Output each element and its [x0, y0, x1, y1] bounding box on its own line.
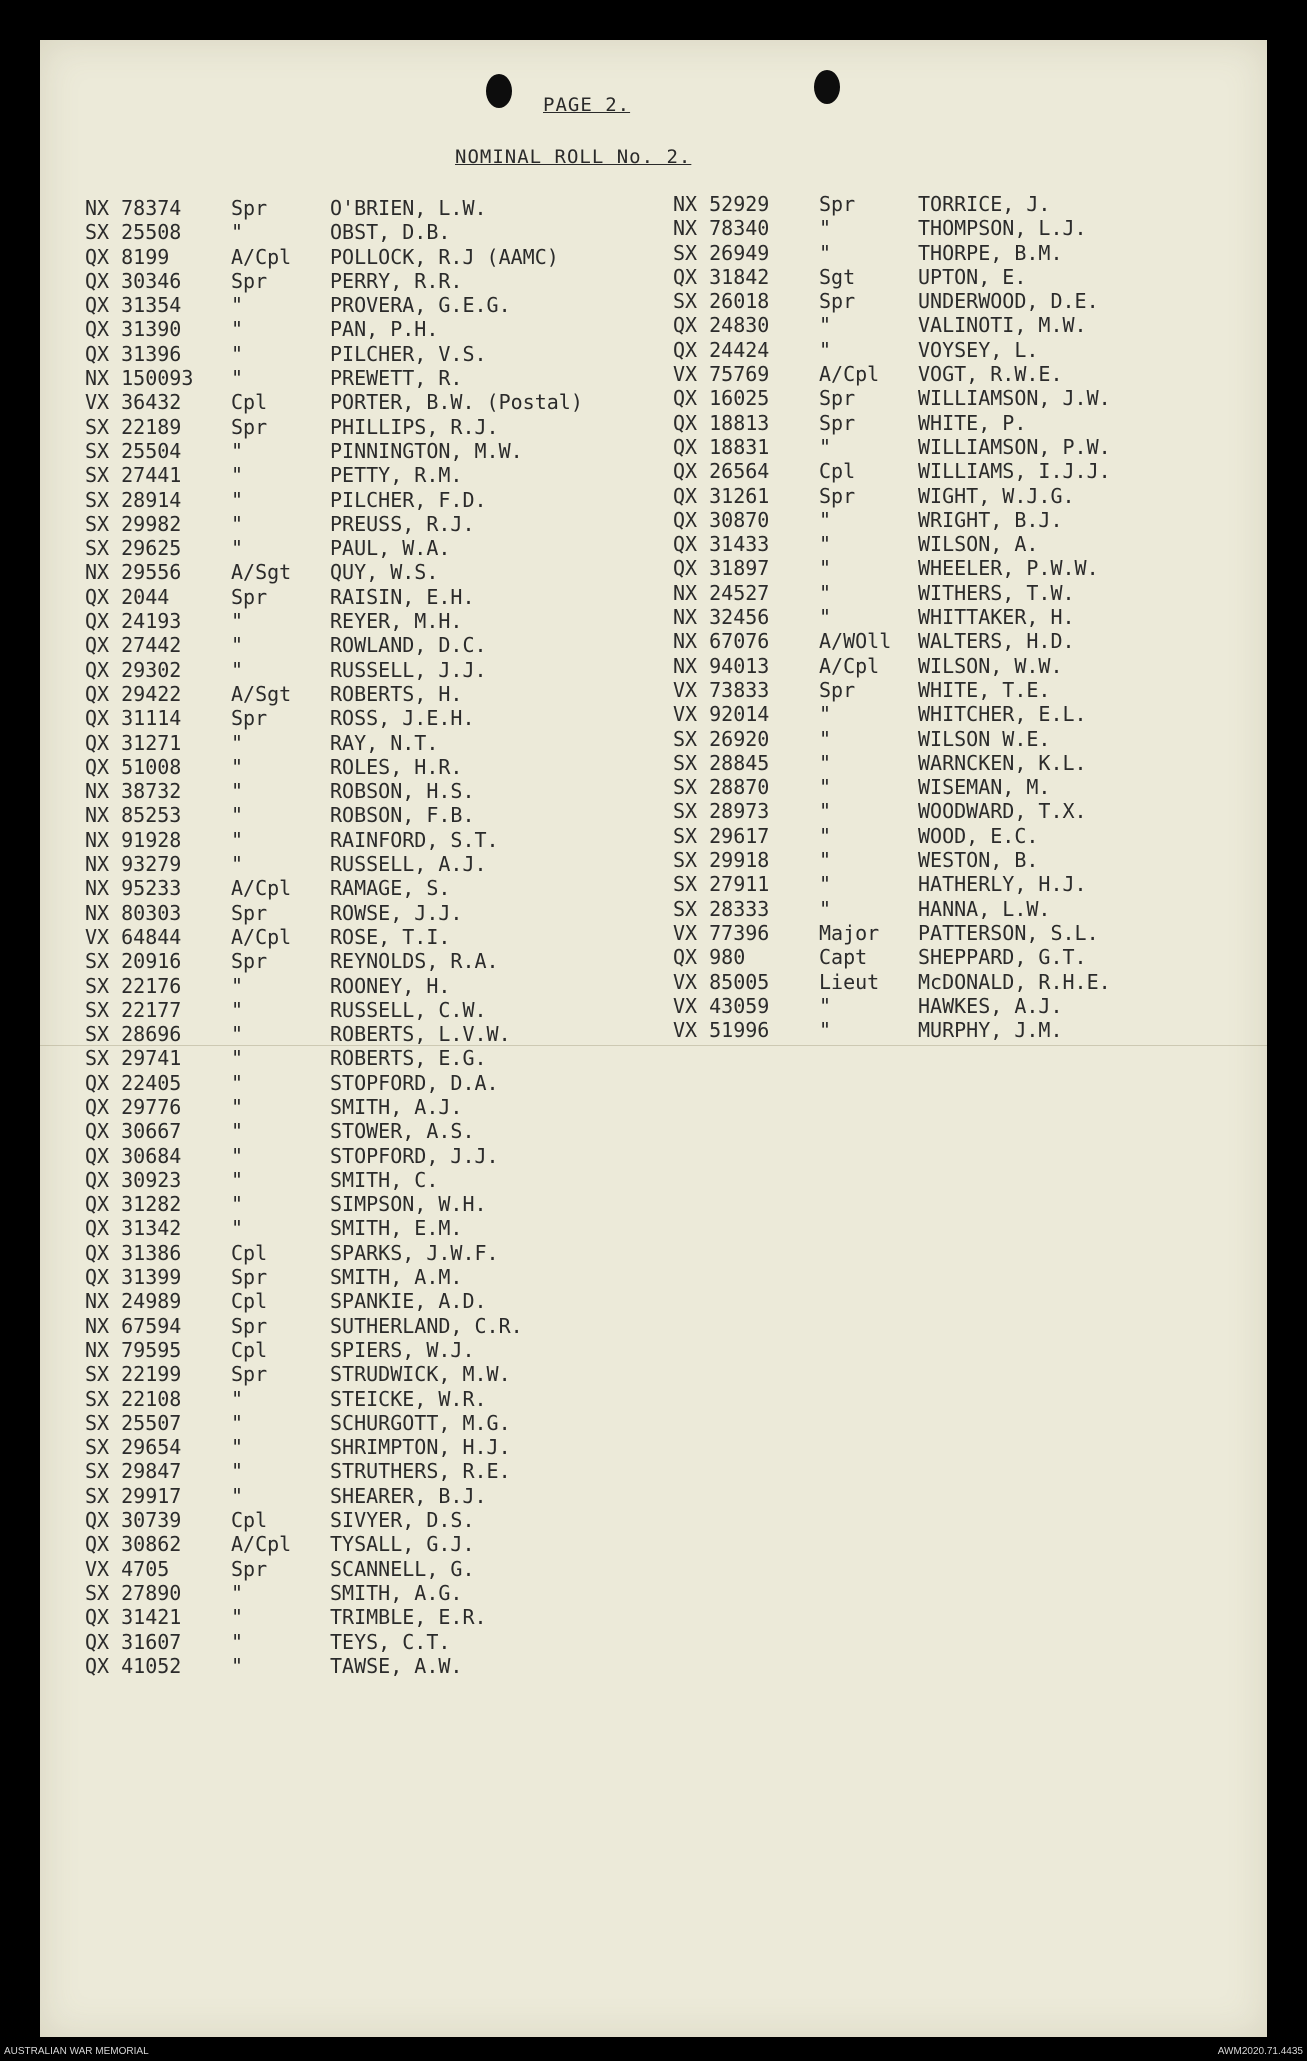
service-number: NX 150093: [85, 366, 194, 391]
rank: Spr: [231, 196, 268, 220]
rank: ": [231, 609, 244, 634]
service-number: QX 30870: [673, 507, 770, 532]
rank: ": [231, 827, 244, 852]
service-number: NX 79595: [85, 1337, 182, 1362]
service-number: QX 24193: [85, 609, 182, 634]
soldier-name: WILSON, A.: [918, 532, 1039, 557]
soldier-name: HAWKES, A.J.: [918, 993, 1063, 1018]
rank: Spr: [819, 386, 856, 411]
rank: Major: [819, 920, 880, 945]
service-number: NX 52929: [673, 192, 770, 216]
rank: ": [231, 1216, 244, 1241]
service-number: VX 85005: [673, 969, 770, 994]
soldier-name: ROSS, J.E.H.: [330, 706, 475, 731]
rank: Cpl: [231, 1289, 268, 1314]
rank: ": [231, 730, 244, 755]
service-number: SX 29847: [85, 1459, 182, 1484]
soldier-name: RAMAGE, S.: [330, 876, 451, 901]
soldier-name: HANNA, L.W.: [918, 896, 1051, 921]
soldier-name: WHITTAKER, H.: [918, 605, 1075, 630]
service-number: SX 28870: [673, 775, 770, 800]
soldier-name: WHITCHER, E.L.: [918, 702, 1087, 727]
soldier-name: POLLOCK, R.J (AAMC): [330, 244, 559, 269]
rank: Spr: [819, 192, 856, 216]
soldier-name: UPTON, E.: [918, 264, 1027, 289]
service-number: VX 51996: [673, 1018, 770, 1043]
service-number: SX 28696: [85, 1022, 182, 1047]
service-number: QX 31842: [673, 264, 770, 289]
service-number: QX 51008: [85, 754, 182, 779]
soldier-name: VOGT, R.W.E.: [918, 362, 1063, 387]
soldier-name: TAWSE, A.W.: [330, 1653, 463, 1678]
soldier-name: OBST, D.B.: [330, 220, 451, 245]
soldier-name: PINNINGTON, M.W.: [330, 438, 523, 463]
soldier-name: PORTER, B.W. (Postal): [330, 390, 583, 415]
soldier-name: SMITH, A.M.: [330, 1265, 463, 1290]
soldier-name: SPIERS, W.J.: [330, 1337, 475, 1362]
soldier-name: O'BRIEN, L.W.: [330, 196, 487, 220]
document-page: [40, 40, 1267, 2037]
rank: ": [231, 1629, 244, 1654]
rank: Spr: [231, 268, 268, 293]
soldier-name: ROWSE, J.J.: [330, 900, 463, 925]
soldier-name: WILLIAMSON, J.W.: [918, 386, 1111, 411]
punch-hole-left: [486, 74, 512, 108]
footer-credit-right: AWM2020.71.4435: [1217, 2046, 1303, 2057]
rank: ": [231, 511, 244, 536]
soldier-name: WALTERS, H.D.: [918, 629, 1075, 654]
rank: Spr: [231, 1362, 268, 1387]
service-number: QX 24830: [673, 313, 770, 338]
rank: ": [819, 702, 832, 727]
rank: Sgt: [819, 264, 856, 289]
rank: ": [231, 633, 244, 658]
soldier-name: WHITE, P.: [918, 410, 1027, 435]
service-number: QX 8199: [85, 244, 170, 269]
soldier-name: STRUDWICK, M.W.: [330, 1362, 511, 1387]
fold-line: [40, 1045, 1267, 1046]
soldier-name: SIVYER, D.S.: [330, 1508, 475, 1533]
soldier-name: SMITH, E.M.: [330, 1216, 463, 1241]
soldier-name: WRIGHT, B.J.: [918, 507, 1063, 532]
rank: Cpl: [231, 1240, 268, 1265]
rank: ": [819, 216, 832, 241]
rank: ": [819, 556, 832, 581]
soldier-name: UNDERWOOD, D.E.: [918, 289, 1099, 314]
rank: ": [819, 240, 832, 265]
rank: ": [231, 1410, 244, 1435]
rank: A/Sgt: [231, 560, 292, 585]
soldier-name: VOYSEY, L.: [918, 337, 1039, 362]
rank: Cpl: [231, 390, 268, 415]
service-number: SX 28845: [673, 750, 770, 775]
rank: Lieut: [819, 969, 880, 994]
rank: ": [231, 1605, 244, 1630]
service-number: NX 38732: [85, 779, 182, 804]
rank: ": [231, 1119, 244, 1144]
rank: Spr: [819, 289, 856, 314]
service-number: SX 28973: [673, 799, 770, 824]
service-number: QX 31271: [85, 730, 182, 755]
soldier-name: STOPFORD, J.J.: [330, 1143, 499, 1168]
service-number: SX 28914: [85, 487, 182, 512]
service-number: SX 22108: [85, 1386, 182, 1411]
soldier-name: SIMPSON, W.H.: [330, 1192, 487, 1217]
service-number: QX 31433: [673, 532, 770, 557]
rank: Spr: [231, 706, 268, 731]
service-number: SX 26949: [673, 240, 770, 265]
page-label: PAGE 2.: [543, 94, 631, 116]
rank: ": [231, 657, 244, 682]
rank: A/Sgt: [231, 681, 292, 706]
footer-credit-left: AUSTRALIAN WAR MEMORIAL: [4, 2046, 149, 2057]
rank: ": [231, 779, 244, 804]
rank: ": [231, 1483, 244, 1508]
soldier-name: PREWETT, R.: [330, 366, 463, 391]
soldier-name: STOPFORD, D.A.: [330, 1070, 499, 1095]
rank: ": [231, 463, 244, 488]
soldier-name: STOWER, A.S.: [330, 1119, 475, 1144]
rank: ": [231, 1192, 244, 1217]
service-number: QX 2044: [85, 584, 170, 609]
soldier-name: PHILLIPS, R.J.: [330, 414, 499, 439]
rank: ": [819, 993, 832, 1018]
rank: ": [231, 754, 244, 779]
rank: ": [231, 1653, 244, 1678]
soldier-name: SUTHERLAND, C.R.: [330, 1313, 523, 1338]
service-number: SX 25507: [85, 1410, 182, 1435]
service-number: SX 29741: [85, 1046, 182, 1071]
service-number: SX 25504: [85, 438, 182, 463]
rank: ": [231, 1094, 244, 1119]
service-number: SX 26018: [673, 289, 770, 314]
soldier-name: ROONEY, H.: [330, 973, 451, 998]
service-number: QX 29302: [85, 657, 182, 682]
rank: ": [819, 580, 832, 605]
service-number: VX 73833: [673, 677, 770, 702]
service-number: QX 29776: [85, 1094, 182, 1119]
rank: ": [231, 1580, 244, 1605]
soldier-name: WITHERS, T.W.: [918, 580, 1075, 605]
soldier-name: WILSON, W.W.: [918, 653, 1063, 678]
soldier-name: RAINFORD, S.T.: [330, 827, 499, 852]
soldier-name: WOOD, E.C.: [918, 823, 1039, 848]
soldier-name: SMITH, C.: [330, 1167, 439, 1192]
rank: ": [819, 872, 832, 897]
service-number: QX 18813: [673, 410, 770, 435]
rank: ": [231, 1070, 244, 1095]
service-number: VX 92014: [673, 702, 770, 727]
rank: ": [231, 973, 244, 998]
soldier-name: PAUL, W.A.: [330, 536, 451, 561]
rank: A/Cpl: [231, 924, 292, 949]
soldier-name: PILCHER, V.S.: [330, 341, 487, 366]
rank: ": [819, 313, 832, 338]
rank: ": [231, 1459, 244, 1484]
soldier-name: RUSSELL, J.J.: [330, 657, 487, 682]
service-number: SX 27441: [85, 463, 182, 488]
service-number: VX 77396: [673, 920, 770, 945]
service-number: SX 29654: [85, 1435, 182, 1460]
service-number: QX 30862: [85, 1532, 182, 1557]
rank: ": [231, 317, 244, 342]
rank: Cpl: [231, 1508, 268, 1533]
service-number: NX 80303: [85, 900, 182, 925]
soldier-name: WESTON, B.: [918, 848, 1039, 873]
service-number: NX 91928: [85, 827, 182, 852]
soldier-name: SCANNELL, G.: [330, 1556, 475, 1581]
service-number: SX 22189: [85, 414, 182, 439]
service-number: VX 4705: [85, 1556, 170, 1581]
service-number: NX 93279: [85, 852, 182, 877]
rank: Spr: [231, 900, 268, 925]
service-number: SX 27911: [673, 872, 770, 897]
rank: ": [819, 896, 832, 921]
service-number: SX 28333: [673, 896, 770, 921]
soldier-name: TORRICE, J.: [918, 192, 1051, 216]
rank: Spr: [231, 1265, 268, 1290]
soldier-name: RUSSELL, A.J.: [330, 852, 487, 877]
service-number: QX 31897: [673, 556, 770, 581]
service-number: SX 27890: [85, 1580, 182, 1605]
service-number: QX 41052: [85, 1653, 182, 1678]
service-number: QX 30684: [85, 1143, 182, 1168]
rank: Capt: [819, 945, 868, 970]
rank: ": [231, 1046, 244, 1071]
rank: A/Cpl: [819, 653, 880, 678]
service-number: SX 22176: [85, 973, 182, 998]
service-number: QX 22405: [85, 1070, 182, 1095]
rank: ": [819, 337, 832, 362]
soldier-name: SHRIMPTON, H.J.: [330, 1435, 511, 1460]
service-number: QX 980: [673, 945, 746, 970]
service-number: NX 95233: [85, 876, 182, 901]
soldier-name: RAY, N.T.: [330, 730, 439, 755]
rank: ": [231, 1022, 244, 1047]
service-number: QX 31396: [85, 341, 182, 366]
service-number: NX 29556: [85, 560, 182, 585]
rank: ": [231, 536, 244, 561]
soldier-name: PETTY, R.M.: [330, 463, 463, 488]
rank: A/WOll: [819, 629, 892, 654]
service-number: QX 31399: [85, 1265, 182, 1290]
service-number: QX 31421: [85, 1605, 182, 1630]
rank: ": [819, 775, 832, 800]
soldier-name: PILCHER, F.D.: [330, 487, 487, 512]
service-number: NX 94013: [673, 653, 770, 678]
service-number: QX 16025: [673, 386, 770, 411]
rank: ": [819, 799, 832, 824]
service-number: VX 36432: [85, 390, 182, 415]
service-number: NX 78374: [85, 196, 182, 220]
punch-hole-right: [814, 70, 840, 104]
rank: ": [819, 750, 832, 775]
rank: ": [819, 507, 832, 532]
service-number: VX 43059: [673, 993, 770, 1018]
rank: ": [819, 848, 832, 873]
service-number: QX 31261: [673, 483, 770, 508]
soldier-name: WHEELER, P.W.W.: [918, 556, 1099, 581]
soldier-name: ROLES, H.R.: [330, 754, 463, 779]
soldier-name: PERRY, R.R.: [330, 268, 463, 293]
soldier-name: ROWLAND, D.C.: [330, 633, 487, 658]
soldier-name: STRUTHERS, R.E.: [330, 1459, 511, 1484]
rank: A/Cpl: [819, 362, 880, 387]
soldier-name: SHEARER, B.J.: [330, 1483, 487, 1508]
rank: Spr: [231, 1556, 268, 1581]
rank: Cpl: [819, 459, 856, 484]
service-number: NX 32456: [673, 605, 770, 630]
rank: Spr: [819, 410, 856, 435]
soldier-name: ROBERTS, H.: [330, 681, 463, 706]
soldier-name: SMITH, A.J.: [330, 1094, 463, 1119]
soldier-name: MURPHY, J.M.: [918, 1018, 1063, 1043]
rank: ": [231, 1435, 244, 1460]
rank: ": [231, 1386, 244, 1411]
rank: ": [819, 605, 832, 630]
soldier-name: WIGHT, W.J.G.: [918, 483, 1075, 508]
service-number: NX 85253: [85, 803, 182, 828]
soldier-name: WISEMAN, M.: [918, 775, 1051, 800]
service-number: QX 30346: [85, 268, 182, 293]
rank: ": [819, 1018, 832, 1043]
soldier-name: THORPE, B.M.: [918, 240, 1063, 265]
soldier-name: RUSSELL, C.W.: [330, 997, 487, 1022]
soldier-name: VALINOTI, M.W.: [918, 313, 1087, 338]
service-number: SX 20916: [85, 949, 182, 974]
soldier-name: WHITE, T.E.: [918, 677, 1051, 702]
service-number: NX 78340: [673, 216, 770, 241]
rank: ": [231, 852, 244, 877]
service-number: QX 18831: [673, 434, 770, 459]
service-number: SX 22199: [85, 1362, 182, 1387]
service-number: QX 24424: [673, 337, 770, 362]
service-number: SX 29617: [673, 823, 770, 848]
soldier-name: SHEPPARD, G.T.: [918, 945, 1087, 970]
service-number: QX 30923: [85, 1167, 182, 1192]
soldier-name: TYSALL, G.J.: [330, 1532, 475, 1557]
service-number: QX 31386: [85, 1240, 182, 1265]
service-number: QX 30739: [85, 1508, 182, 1533]
soldier-name: SPANKIE, A.D.: [330, 1289, 487, 1314]
service-number: SX 29917: [85, 1483, 182, 1508]
rank: Spr: [231, 1313, 268, 1338]
service-number: QX 30667: [85, 1119, 182, 1144]
soldier-name: SCHURGOTT, M.G.: [330, 1410, 511, 1435]
service-number: QX 31282: [85, 1192, 182, 1217]
service-number: SX 29982: [85, 511, 182, 536]
soldier-name: ROBSON, F.B.: [330, 803, 475, 828]
rank: ": [231, 341, 244, 366]
soldier-name: WILLIAMS, I.J.J.: [918, 459, 1111, 484]
service-number: NX 24527: [673, 580, 770, 605]
rank: A/Cpl: [231, 244, 292, 269]
rank: Spr: [231, 584, 268, 609]
rank: ": [819, 726, 832, 751]
soldier-name: PREUSS, R.J.: [330, 511, 475, 536]
soldier-name: SPARKS, J.W.F.: [330, 1240, 499, 1265]
service-number: QX 31607: [85, 1629, 182, 1654]
soldier-name: WARNCKEN, K.L.: [918, 750, 1087, 775]
service-number: QX 27442: [85, 633, 182, 658]
soldier-name: ROBERTS, L.V.W.: [330, 1022, 511, 1047]
soldier-name: PATTERSON, S.L.: [918, 920, 1099, 945]
soldier-name: PAN, P.H.: [330, 317, 439, 342]
service-number: QX 31114: [85, 706, 182, 731]
service-number: QX 31342: [85, 1216, 182, 1241]
rank: Spr: [819, 483, 856, 508]
soldier-name: RAISIN, E.H.: [330, 584, 475, 609]
soldier-name: WOODWARD, T.X.: [918, 799, 1087, 824]
service-number: VX 75769: [673, 362, 770, 387]
soldier-name: QUY, W.S.: [330, 560, 439, 585]
soldier-name: WILLIAMSON, P.W.: [918, 434, 1111, 459]
service-number: QX 29422: [85, 681, 182, 706]
service-number: VX 64844: [85, 924, 182, 949]
service-number: SX 22177: [85, 997, 182, 1022]
service-number: SX 29625: [85, 536, 182, 561]
soldier-name: HATHERLY, H.J.: [918, 872, 1087, 897]
rank: ": [819, 532, 832, 557]
soldier-name: ROBSON, H.S.: [330, 779, 475, 804]
rank: Cpl: [231, 1337, 268, 1362]
rank: ": [231, 366, 244, 391]
soldier-name: REYNOLDS, R.A.: [330, 949, 499, 974]
rank: ": [231, 803, 244, 828]
rank: A/Cpl: [231, 1532, 292, 1557]
rank: A/Cpl: [231, 876, 292, 901]
footer-bar: [0, 2042, 1307, 2061]
rank: ": [231, 487, 244, 512]
rank: ": [231, 1143, 244, 1168]
rank: ": [231, 220, 244, 245]
service-number: QX 26564: [673, 459, 770, 484]
service-number: SX 29918: [673, 848, 770, 873]
soldier-name: THOMPSON, L.J.: [918, 216, 1087, 241]
rank: ": [231, 997, 244, 1022]
soldier-name: TEYS, C.T.: [330, 1629, 451, 1654]
service-number: NX 24989: [85, 1289, 182, 1314]
rank: Spr: [231, 414, 268, 439]
soldier-name: ROSE, T.I.: [330, 924, 451, 949]
soldier-name: SMITH, A.G.: [330, 1580, 463, 1605]
service-number: NX 67076: [673, 629, 770, 654]
rank: ": [231, 438, 244, 463]
soldier-name: TRIMBLE, E.R.: [330, 1605, 487, 1630]
service-number: QX 31390: [85, 317, 182, 342]
rank: ": [819, 823, 832, 848]
service-number: QX 31354: [85, 293, 182, 318]
rank: ": [231, 1167, 244, 1192]
soldier-name: WILSON W.E.: [918, 726, 1051, 751]
rank: ": [819, 434, 832, 459]
soldier-name: ROBERTS, E.G.: [330, 1046, 487, 1071]
soldier-name: STEICKE, W.R.: [330, 1386, 487, 1411]
service-number: SX 26920: [673, 726, 770, 751]
service-number: SX 25508: [85, 220, 182, 245]
service-number: NX 67594: [85, 1313, 182, 1338]
rank: ": [231, 293, 244, 318]
soldier-name: REYER, M.H.: [330, 609, 463, 634]
soldier-name: McDONALD, R.H.E.: [918, 969, 1111, 994]
roll-title: NOMINAL ROLL No. 2.: [455, 146, 692, 168]
soldier-name: PROVERA, G.E.G.: [330, 293, 511, 318]
rank: Spr: [819, 677, 856, 702]
rank: Spr: [231, 949, 268, 974]
